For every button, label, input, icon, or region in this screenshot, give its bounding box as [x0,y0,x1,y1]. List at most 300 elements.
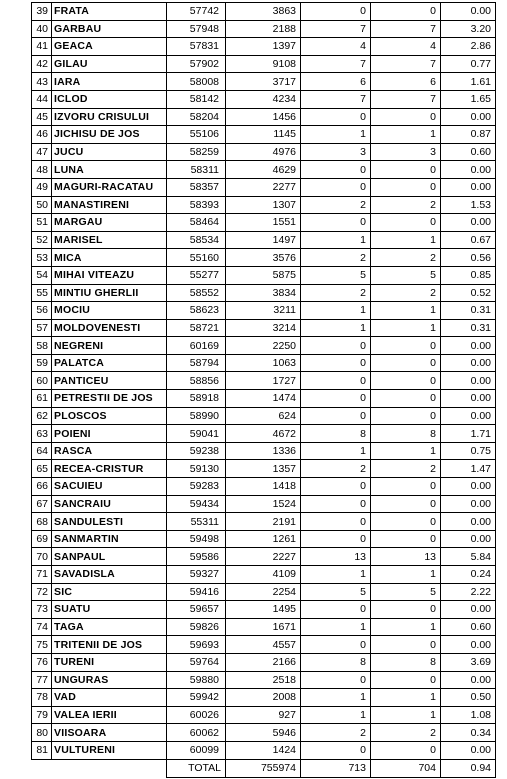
locality-name-cell: VIISOARA [52,724,167,742]
locality-name-cell: FRATA [52,3,167,21]
cases-b-cell: 4 [371,38,441,56]
cases-a-cell: 8 [301,653,371,671]
total-blank-cell [52,759,167,777]
locality-code-cell: 58721 [167,319,226,337]
locality-code-cell: 59764 [167,653,226,671]
table-row [32,214,496,232]
locality-name-cell: MARGAU [52,214,167,232]
row-number-cell: 60 [32,372,52,390]
table-row [32,354,496,372]
cases-a-cell: 2 [301,724,371,742]
locality-code-cell: 59041 [167,425,226,443]
row-number-cell: 52 [32,231,52,249]
locality-code-cell: 58918 [167,390,226,408]
locality-name-cell: SANDULESTI [52,513,167,531]
locality-code-cell: 57902 [167,55,226,73]
row-number-cell: 51 [32,214,52,232]
row-number-cell: 66 [32,478,52,496]
row-number-cell: 81 [32,741,52,759]
table-row [32,90,496,108]
locality-code-cell: 57742 [167,3,226,21]
locality-name-cell: ICLOD [52,90,167,108]
population-cell: 2188 [226,20,301,38]
rate-cell: 0.31 [441,319,496,337]
rate-cell: 0.00 [441,495,496,513]
rate-cell: 0.50 [441,689,496,707]
locality-name-cell: PETRESTII DE JOS [52,390,167,408]
population-cell: 1063 [226,354,301,372]
population-cell: 2191 [226,513,301,531]
locality-code-cell: 58008 [167,73,226,91]
locality-code-cell: 59283 [167,478,226,496]
table-row [32,689,496,707]
locality-code-cell: 58311 [167,161,226,179]
cases-a-cell: 5 [301,583,371,601]
locality-code-cell: 57831 [167,38,226,56]
rate-cell: 0.00 [441,478,496,496]
table-row [32,3,496,21]
total-rate: 0.94 [441,759,496,777]
population-cell: 3834 [226,284,301,302]
cases-b-cell: 0 [371,530,441,548]
row-number-cell: 58 [32,337,52,355]
locality-code-cell: 55160 [167,249,226,267]
cases-b-cell: 0 [371,636,441,654]
row-number-cell: 74 [32,618,52,636]
table-body [32,3,496,760]
cases-a-cell: 0 [301,3,371,21]
row-number-cell: 70 [32,548,52,566]
row-number-cell: 75 [32,636,52,654]
population-cell: 3717 [226,73,301,91]
locality-name-cell: PANTICEU [52,372,167,390]
locality-name-cell: LUNA [52,161,167,179]
row-number-cell: 43 [32,73,52,91]
rate-cell: 0.00 [441,741,496,759]
cases-b-cell: 0 [371,390,441,408]
locality-code-cell: 58259 [167,143,226,161]
rate-cell: 0.87 [441,126,496,144]
row-number-cell: 80 [32,724,52,742]
cases-b-cell: 0 [371,601,441,619]
cases-a-cell: 6 [301,73,371,91]
population-cell: 4109 [226,566,301,584]
locality-name-cell: MOLDOVENESTI [52,319,167,337]
table-row [32,478,496,496]
table-row [32,302,496,320]
locality-code-cell: 58393 [167,196,226,214]
row-number-cell: 50 [32,196,52,214]
population-cell: 624 [226,407,301,425]
total-label: TOTAL [167,759,226,777]
population-cell: 1524 [226,495,301,513]
cases-b-cell: 1 [371,442,441,460]
locality-name-cell: TAGA [52,618,167,636]
rate-cell: 0.85 [441,266,496,284]
population-cell: 1551 [226,214,301,232]
cases-b-cell: 0 [371,513,441,531]
population-cell: 1495 [226,601,301,619]
rate-cell: 1.53 [441,196,496,214]
locality-code-cell: 59327 [167,566,226,584]
population-cell: 4557 [226,636,301,654]
rate-cell: 1.47 [441,460,496,478]
locality-code-cell: 55277 [167,266,226,284]
rate-cell: 0.34 [441,724,496,742]
table-row [32,407,496,425]
population-cell: 1307 [226,196,301,214]
locality-name-cell: SAVADISLA [52,566,167,584]
row-number-cell: 39 [32,3,52,21]
table-row [32,108,496,126]
cases-b-cell: 0 [371,372,441,390]
cases-a-cell: 1 [301,618,371,636]
locality-code-cell: 58794 [167,354,226,372]
table-row [32,724,496,742]
locality-name-cell: SACUIEU [52,478,167,496]
locality-code-cell: 58357 [167,178,226,196]
rate-cell: 0.00 [441,530,496,548]
population-cell: 3863 [226,3,301,21]
table-row [32,20,496,38]
population-cell: 3214 [226,319,301,337]
cases-b-cell: 1 [371,566,441,584]
locality-code-cell: 55311 [167,513,226,531]
locality-name-cell: IZVORU CRISULUI [52,108,167,126]
table-row [32,161,496,179]
rate-cell: 0.00 [441,407,496,425]
table-row [32,653,496,671]
table-row [32,530,496,548]
row-number-cell: 71 [32,566,52,584]
locality-name-cell: JICHISU DE JOS [52,126,167,144]
cases-a-cell: 7 [301,90,371,108]
locality-name-cell: VAD [52,689,167,707]
row-number-cell: 61 [32,390,52,408]
locality-name-cell: SUATU [52,601,167,619]
cases-a-cell: 1 [301,319,371,337]
locality-name-cell: SANCRAIU [52,495,167,513]
row-number-cell: 55 [32,284,52,302]
cases-b-cell: 0 [371,354,441,372]
rate-cell: 0.00 [441,390,496,408]
locality-name-cell: VULTURENI [52,741,167,759]
population-cell: 1456 [226,108,301,126]
row-number-cell: 69 [32,530,52,548]
row-number-cell: 47 [32,143,52,161]
locality-name-cell: NEGRENI [52,337,167,355]
row-number-cell: 78 [32,689,52,707]
cases-b-cell: 2 [371,196,441,214]
population-cell: 1727 [226,372,301,390]
cases-a-cell: 2 [301,249,371,267]
population-cell: 2277 [226,178,301,196]
rate-cell: 0.00 [441,214,496,232]
table-row [32,319,496,337]
population-cell: 1357 [226,460,301,478]
cases-b-cell: 0 [371,478,441,496]
row-number-cell: 53 [32,249,52,267]
locality-name-cell: VALEA IERII [52,706,167,724]
population-cell: 1145 [226,126,301,144]
table-row [32,548,496,566]
rate-cell: 0.56 [441,249,496,267]
cases-b-cell: 0 [371,3,441,21]
cases-a-cell: 7 [301,20,371,38]
locality-name-cell: PLOSCOS [52,407,167,425]
locality-name-cell: UNGURAS [52,671,167,689]
cases-b-cell: 0 [371,161,441,179]
rate-cell: 0.00 [441,108,496,126]
row-number-cell: 64 [32,442,52,460]
rate-cell: 3.20 [441,20,496,38]
cases-a-cell: 0 [301,161,371,179]
locality-code-cell: 59130 [167,460,226,478]
table-row [32,196,496,214]
locality-code-cell: 59657 [167,601,226,619]
cases-a-cell: 0 [301,214,371,232]
population-cell: 5946 [226,724,301,742]
table-row [32,442,496,460]
table-row [32,249,496,267]
rate-cell: 0.52 [441,284,496,302]
cases-a-cell: 0 [301,513,371,531]
total-blank-cell [32,759,52,777]
population-cell: 1418 [226,478,301,496]
cases-a-cell: 0 [301,372,371,390]
cases-a-cell: 0 [301,530,371,548]
cases-a-cell: 0 [301,407,371,425]
cases-b-cell: 1 [371,689,441,707]
cases-a-cell: 0 [301,636,371,654]
cases-a-cell: 1 [301,706,371,724]
table-row [32,425,496,443]
cases-b-cell: 1 [371,706,441,724]
locality-code-cell: 58623 [167,302,226,320]
rate-cell: 0.00 [441,161,496,179]
row-number-cell: 57 [32,319,52,337]
population-cell: 1424 [226,741,301,759]
cases-a-cell: 2 [301,196,371,214]
row-number-cell: 44 [32,90,52,108]
locality-name-cell: JUCU [52,143,167,161]
cases-b-cell: 7 [371,55,441,73]
cases-a-cell: 0 [301,337,371,355]
cases-a-cell: 2 [301,284,371,302]
table-row [32,390,496,408]
locality-code-cell: 59586 [167,548,226,566]
rate-cell: 0.67 [441,231,496,249]
locality-name-cell: MAGURI-RACATAU [52,178,167,196]
rate-cell: 1.61 [441,73,496,91]
cases-a-cell: 0 [301,178,371,196]
population-cell: 2227 [226,548,301,566]
cases-a-cell: 0 [301,741,371,759]
table-row [32,73,496,91]
population-cell: 4234 [226,90,301,108]
locality-code-cell: 59416 [167,583,226,601]
locality-code-cell: 59498 [167,530,226,548]
rate-cell: 0.00 [441,372,496,390]
row-number-cell: 72 [32,583,52,601]
locality-name-cell: MIHAI VITEAZU [52,266,167,284]
row-number-cell: 59 [32,354,52,372]
locality-code-cell: 58204 [167,108,226,126]
population-cell: 2254 [226,583,301,601]
row-number-cell: 54 [32,266,52,284]
table-row [32,460,496,478]
cases-b-cell: 5 [371,583,441,601]
locality-name-cell: GILAU [52,55,167,73]
population-cell: 9108 [226,55,301,73]
cases-a-cell: 1 [301,231,371,249]
cases-a-cell: 1 [301,302,371,320]
cases-b-cell: 2 [371,249,441,267]
locality-code-cell: 60169 [167,337,226,355]
rate-cell: 2.22 [441,583,496,601]
population-cell: 1474 [226,390,301,408]
cases-b-cell: 7 [371,90,441,108]
cases-a-cell: 4 [301,38,371,56]
population-cell: 1497 [226,231,301,249]
rate-cell: 2.86 [441,38,496,56]
table-row [32,671,496,689]
locality-code-cell: 60062 [167,724,226,742]
table-row [32,126,496,144]
locality-name-cell: RECEA-CRISTUR [52,460,167,478]
rate-cell: 1.08 [441,706,496,724]
locality-name-cell: MINTIU GHERLII [52,284,167,302]
cases-a-cell: 8 [301,425,371,443]
rate-cell: 5.84 [441,548,496,566]
rate-cell: 0.24 [441,566,496,584]
locality-name-cell: SANMARTIN [52,530,167,548]
table-row [32,618,496,636]
row-number-cell: 73 [32,601,52,619]
row-number-cell: 41 [32,38,52,56]
rate-cell: 1.71 [441,425,496,443]
locality-name-cell: PALATCA [52,354,167,372]
table-row [32,513,496,531]
row-number-cell: 40 [32,20,52,38]
population-cell: 1397 [226,38,301,56]
locality-name-cell: SANPAUL [52,548,167,566]
cases-b-cell: 0 [371,337,441,355]
population-cell: 4672 [226,425,301,443]
rate-cell: 0.60 [441,618,496,636]
cases-b-cell: 8 [371,425,441,443]
population-cell: 4629 [226,161,301,179]
locality-name-cell: MOCIU [52,302,167,320]
population-cell: 1336 [226,442,301,460]
cases-a-cell: 0 [301,671,371,689]
table-row [32,495,496,513]
table-row [32,583,496,601]
population-cell: 4976 [226,143,301,161]
cases-a-cell: 3 [301,143,371,161]
cases-a-cell: 0 [301,478,371,496]
population-cell: 2166 [226,653,301,671]
population-cell: 1671 [226,618,301,636]
rate-cell: 0.60 [441,143,496,161]
locality-code-cell: 60026 [167,706,226,724]
locality-name-cell: MARISEL [52,231,167,249]
cases-b-cell: 7 [371,20,441,38]
total-cases-b: 704 [371,759,441,777]
population-cell: 3576 [226,249,301,267]
cases-b-cell: 0 [371,741,441,759]
table-row [32,178,496,196]
rate-cell: 0.75 [441,442,496,460]
table-row [32,266,496,284]
table-row [32,741,496,759]
row-number-cell: 77 [32,671,52,689]
cases-a-cell: 1 [301,566,371,584]
row-number-cell: 46 [32,126,52,144]
row-number-cell: 42 [32,55,52,73]
cases-b-cell: 13 [371,548,441,566]
table-row [32,337,496,355]
locality-code-cell: 59942 [167,689,226,707]
locality-code-cell: 59826 [167,618,226,636]
cases-a-cell: 2 [301,460,371,478]
locality-code-cell: 59434 [167,495,226,513]
population-cell: 2518 [226,671,301,689]
locality-code-cell: 58856 [167,372,226,390]
locality-code-cell: 60099 [167,741,226,759]
spreadsheet-area [31,2,495,778]
table-row [32,706,496,724]
row-number-cell: 79 [32,706,52,724]
total-population: 755974 [226,759,301,777]
locality-name-cell: SIC [52,583,167,601]
rate-cell: 0.00 [441,354,496,372]
rate-cell: 0.00 [441,337,496,355]
table-row [32,55,496,73]
cases-b-cell: 0 [371,671,441,689]
locality-name-cell: IARA [52,73,167,91]
cases-b-cell: 8 [371,653,441,671]
rate-cell: 0.31 [441,302,496,320]
locality-code-cell: 58142 [167,90,226,108]
locality-code-cell: 59238 [167,442,226,460]
population-cell: 5875 [226,266,301,284]
rate-cell: 0.77 [441,55,496,73]
cases-b-cell: 1 [371,126,441,144]
row-number-cell: 49 [32,178,52,196]
cases-b-cell: 2 [371,460,441,478]
cases-b-cell: 0 [371,178,441,196]
row-number-cell: 67 [32,495,52,513]
data-table [31,2,496,778]
row-number-cell: 76 [32,653,52,671]
locality-name-cell: POIENI [52,425,167,443]
locality-code-cell: 57948 [167,20,226,38]
locality-code-cell: 58534 [167,231,226,249]
table-row [32,284,496,302]
cases-a-cell: 1 [301,126,371,144]
locality-name-cell: MANASTIRENI [52,196,167,214]
locality-name-cell: TRITENII DE JOS [52,636,167,654]
total-cases-a: 713 [301,759,371,777]
cases-b-cell: 2 [371,284,441,302]
cases-b-cell: 0 [371,108,441,126]
locality-code-cell: 58464 [167,214,226,232]
table-row [32,601,496,619]
population-cell: 2250 [226,337,301,355]
cases-a-cell: 0 [301,601,371,619]
cases-b-cell: 1 [371,231,441,249]
